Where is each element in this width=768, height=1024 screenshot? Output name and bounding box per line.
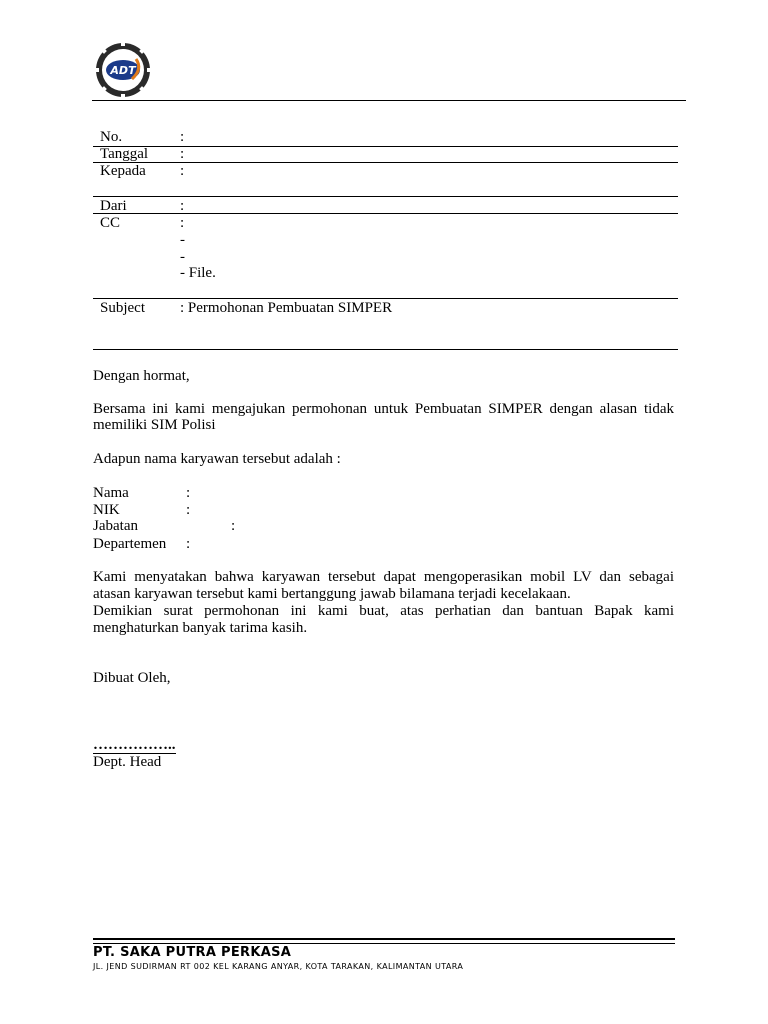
row-divider <box>93 298 678 299</box>
paragraph-3-line-2: atasan karyawan tersebut kami bertanggung jawab bilamana terjadi kecelakaan. <box>93 586 571 602</box>
paragraph-4-line-1: Demikian surat permohonan ini kami buat, atas perhatian dan bantuan Bapak kami <box>93 603 674 619</box>
greeting: Dengan hormat, <box>93 368 190 384</box>
paragraph-4-line-2: menghaturkan banyak tarima kasih. <box>93 620 308 636</box>
departemen-colon: : <box>186 536 191 552</box>
subject-value: : Permohonan Pembuatan SIMPER <box>180 300 393 316</box>
kepada-label: Kepada <box>100 163 146 179</box>
footer-double-rule <box>93 938 675 944</box>
tanggal-colon: : <box>180 146 185 162</box>
subject-bottom-rule <box>93 349 678 350</box>
footer-address: JL. JEND SUDIRMAN RT 002 KEL KARANG ANYAR, KOTA TARAKAN, KALIMANTAN UTARA <box>93 962 464 971</box>
cc-item: - <box>180 249 185 265</box>
logo-text: ADT <box>110 64 136 77</box>
subject-label: Subject <box>100 300 145 316</box>
nama-colon: : <box>186 485 191 501</box>
cc-colon: : <box>180 215 185 231</box>
row-divider <box>93 196 678 197</box>
nik-colon: : <box>186 502 191 518</box>
dari-colon: : <box>180 198 185 214</box>
cc-label: CC <box>100 215 121 231</box>
jabatan-colon: : <box>231 518 236 534</box>
row-divider <box>93 213 678 214</box>
header-rule <box>92 100 686 101</box>
no-label: No. <box>100 129 123 145</box>
footer-company-name: PT. SAKA PUTRA PERKASA <box>93 945 292 960</box>
gear-logo-icon <box>92 42 154 98</box>
departemen-label: Departemen <box>93 536 167 552</box>
cc-item: - <box>180 232 185 248</box>
kepada-colon: : <box>180 163 185 179</box>
paragraph-1-line-2: memiliki SIM Polisi <box>93 417 216 433</box>
dari-label: Dari <box>100 198 127 214</box>
tanggal-label: Tanggal <box>100 146 149 162</box>
no-colon: : <box>180 129 185 145</box>
nik-label: NIK <box>93 502 120 518</box>
company-logo <box>92 42 154 98</box>
signer-title: Dept. Head <box>93 754 162 770</box>
nama-label: Nama <box>93 485 129 501</box>
signature-line: …………….. <box>93 737 176 753</box>
cc-item-file: - File. <box>180 265 216 281</box>
jabatan-label: Jabatan <box>93 518 138 534</box>
paragraph-1-line-1: Bersama ini kami mengajukan permohonan untuk Pembuatan SIMPER dengan alasan tidak <box>93 401 674 417</box>
signoff: Dibuat Oleh, <box>93 670 171 686</box>
paragraph-2: Adapun nama karyawan tersebut adalah : <box>93 451 341 467</box>
paragraph-3-line-1: Kami menyatakan bahwa karyawan tersebut dapat mengoperasikan mobil LV dan sebagai <box>93 569 674 585</box>
